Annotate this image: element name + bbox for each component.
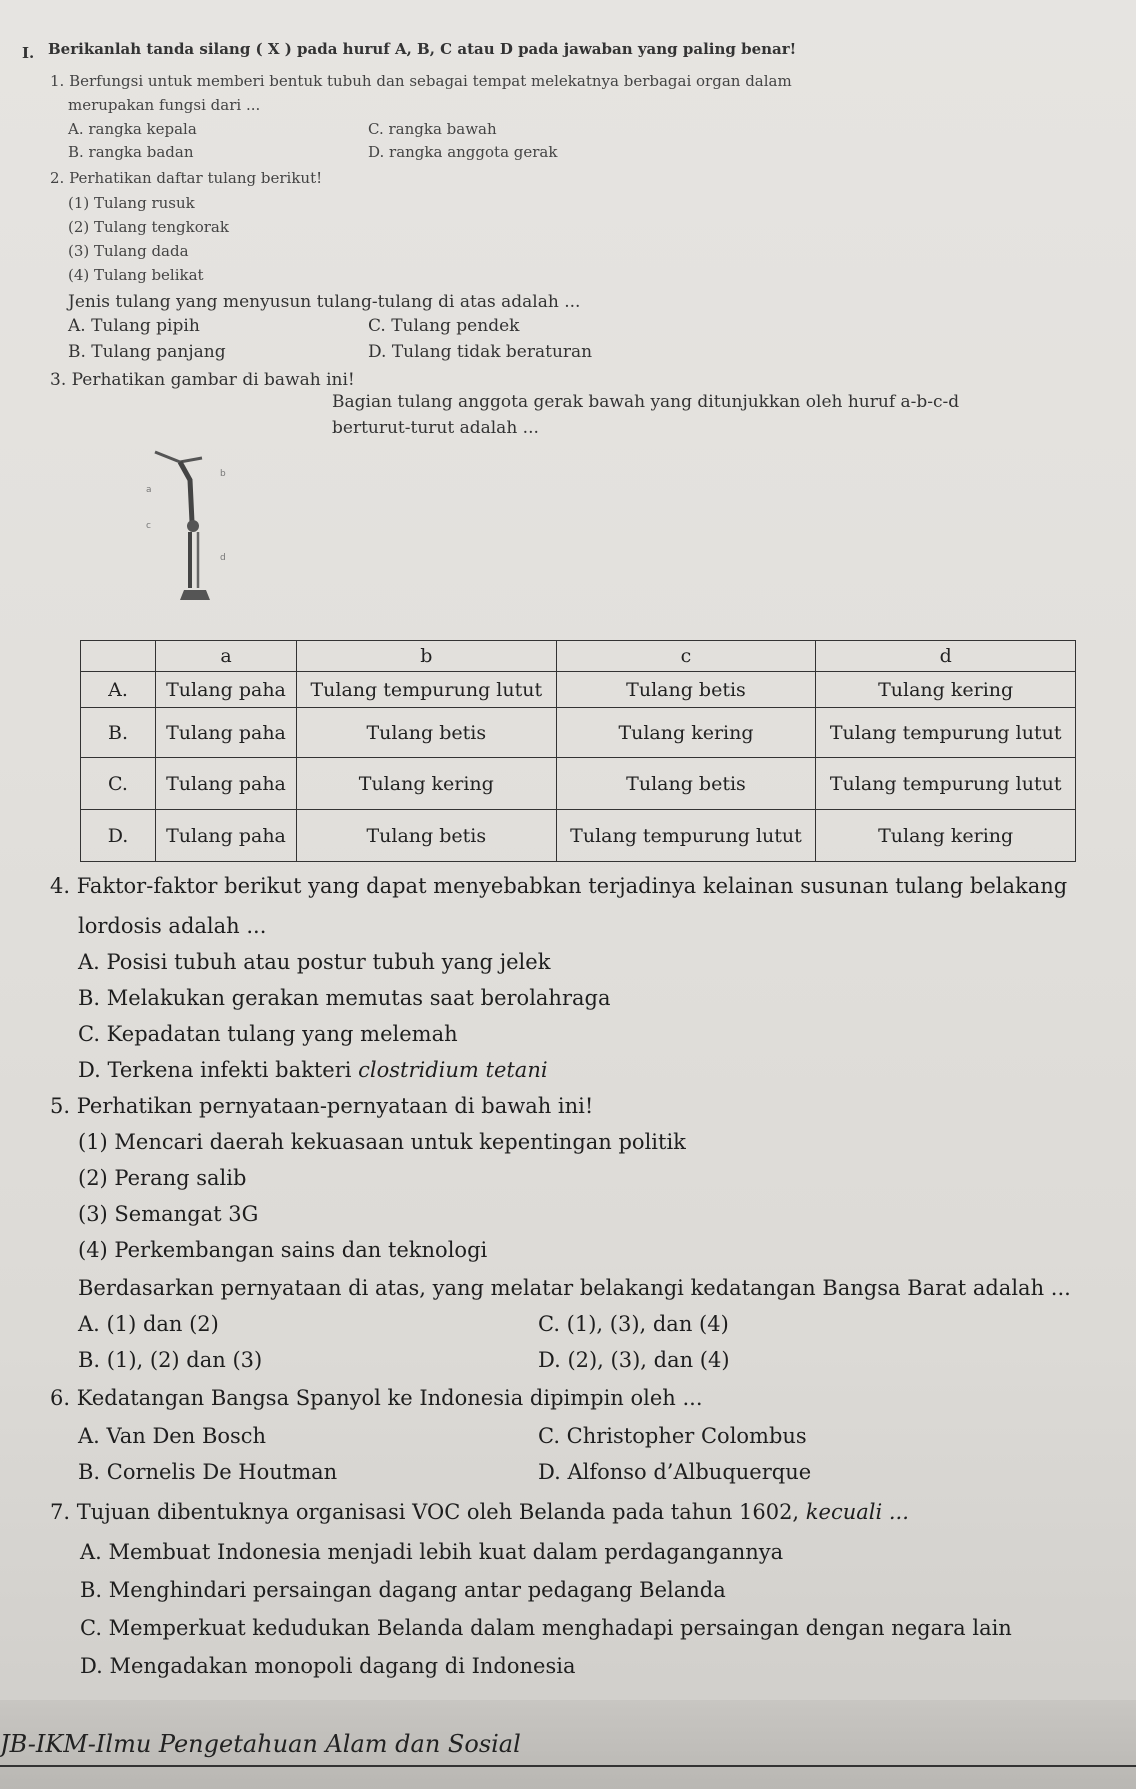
q2-option-d[interactable]: D. Tulang tidak beraturan bbox=[368, 342, 593, 362]
q7-stem-text: 7. Tujuan dibentuknya organisasi VOC oleh Belanda pada tahun 1602, bbox=[50, 1500, 806, 1524]
q7-option-b[interactable]: B. Menghindari persaingan dagang antar pedagang Belanda bbox=[80, 1578, 726, 1602]
q5-option-d[interactable]: D. (2), (3), dan (4) bbox=[538, 1348, 730, 1372]
q5-question: Berdasarkan pernyataan di atas, yang melatar belakangi kedatangan Bangsa Barat adalah ... bbox=[78, 1276, 1071, 1300]
q5-option-c[interactable]: C. (1), (3), dan (4) bbox=[538, 1312, 729, 1336]
q5-option-a[interactable]: A. (1) dan (2) bbox=[78, 1312, 219, 1336]
figure-label-a: a bbox=[146, 485, 152, 495]
q1-stem-line2: merupakan fungsi dari ... bbox=[68, 96, 261, 114]
q2-item-4: (4) Tulang belikat bbox=[68, 266, 204, 284]
table-header-cell bbox=[81, 641, 156, 672]
table-cell: Tulang kering bbox=[296, 758, 556, 810]
table-cell: Tulang tempurung lutut bbox=[816, 708, 1076, 758]
table-cell: Tulang tempurung lutut bbox=[816, 758, 1076, 810]
table-cell: Tulang betis bbox=[556, 672, 816, 708]
q1-stem-line1: 1. Berfungsi untuk memberi bentuk tubuh dan sebagai tempat melekatnya berbagai organ dalam bbox=[50, 72, 792, 90]
table-row[interactable] bbox=[81, 672, 1076, 708]
table-cell: Tulang betis bbox=[296, 810, 556, 862]
leg-bone-figure bbox=[140, 440, 260, 610]
table-row[interactable] bbox=[81, 810, 1076, 862]
q3-answer-table bbox=[80, 640, 1076, 862]
table-cell: Tulang paha bbox=[156, 758, 297, 810]
q2-stem: 2. Perhatikan daftar tulang berikut! bbox=[50, 169, 323, 187]
table-header-cell: b bbox=[296, 641, 556, 672]
q6-option-b[interactable]: B. Cornelis De Houtman bbox=[78, 1460, 338, 1484]
q3-text-line2: berturut-turut adalah ... bbox=[332, 418, 539, 438]
table-cell: Tulang tempurung lutut bbox=[556, 810, 816, 862]
table-cell-option[interactable]: B. bbox=[81, 708, 156, 758]
table-cell: Tulang kering bbox=[816, 672, 1076, 708]
q2-item-2: (2) Tulang tengkorak bbox=[68, 218, 229, 236]
q6-option-c[interactable]: C. Christopher Colombus bbox=[538, 1424, 807, 1448]
q1-option-b[interactable]: B. rangka badan bbox=[68, 143, 194, 161]
figure-label-b: b bbox=[220, 469, 226, 479]
table-header-cell: a bbox=[156, 641, 297, 672]
table-cell-option[interactable]: D. bbox=[81, 810, 156, 862]
table-cell: Tulang betis bbox=[296, 708, 556, 758]
q5-stem: 5. Perhatikan pernyataan-pernyataan di bawah ini! bbox=[50, 1094, 594, 1118]
figure-label-c: c bbox=[146, 521, 151, 531]
table-cell-option[interactable]: C. bbox=[81, 758, 156, 810]
q2-item-1: (1) Tulang rusuk bbox=[68, 194, 195, 212]
q4-option-d-italic: clostridium tetani bbox=[358, 1058, 548, 1082]
footer-rule bbox=[0, 1765, 1136, 1767]
q5-item-1: (1) Mencari daerah kekuasaan untuk kepentingan politik bbox=[78, 1130, 686, 1154]
q4-option-a[interactable]: A. Posisi tubuh atau postur tubuh yang jelek bbox=[78, 950, 551, 974]
table-row[interactable] bbox=[81, 708, 1076, 758]
q1-option-c[interactable]: C. rangka bawah bbox=[368, 120, 497, 138]
figure-label-d: d bbox=[220, 553, 226, 563]
q7-option-d[interactable]: D. Mengadakan monopoli dagang di Indonesia bbox=[80, 1654, 576, 1678]
table-cell: Tulang betis bbox=[556, 758, 816, 810]
q7-option-a[interactable]: A. Membuat Indonesia menjadi lebih kuat dalam perdagangannya bbox=[80, 1540, 784, 1564]
q1-option-d[interactable]: D. rangka anggota gerak bbox=[368, 143, 558, 161]
table-cell: Tulang paha bbox=[156, 810, 297, 862]
table-header-cell: c bbox=[556, 641, 816, 672]
table-cell: Tulang kering bbox=[556, 708, 816, 758]
q2-option-c[interactable]: C. Tulang pendek bbox=[368, 316, 520, 336]
q6-option-a[interactable]: A. Van Den Bosch bbox=[78, 1424, 267, 1448]
footer-title: JB-IKM-Ilmu Pengetahuan Alam dan Sosial bbox=[0, 1730, 521, 1758]
q4-option-c[interactable]: C. Kepadatan tulang yang melemah bbox=[78, 1022, 458, 1046]
table-cell: Tulang paha bbox=[156, 708, 297, 758]
q2-option-b[interactable]: B. Tulang panjang bbox=[68, 342, 226, 362]
q2-question: Jenis tulang yang menyusun tulang-tulang di atas adalah ... bbox=[68, 292, 581, 312]
q4-stem-line2: lordosis adalah ... bbox=[78, 914, 267, 938]
q4-option-d-text: D. Terkena infekti bakteri bbox=[78, 1058, 359, 1082]
q7-stem-italic: kecuali ... bbox=[805, 1500, 909, 1524]
q6-stem: 6. Kedatangan Bangsa Spanyol ke Indonesia dipimpin oleh ... bbox=[50, 1386, 703, 1410]
section-number: I. bbox=[22, 44, 35, 62]
q5-item-2: (2) Perang salib bbox=[78, 1166, 247, 1190]
q2-option-a[interactable]: A. Tulang pipih bbox=[68, 316, 200, 336]
q3-stem: 3. Perhatikan gambar di bawah ini! bbox=[50, 370, 355, 390]
table-cell: Tulang tempurung lutut bbox=[296, 672, 556, 708]
q6-option-d[interactable]: D. Alfonso d’Albuquerque bbox=[538, 1460, 812, 1484]
section-instruction: Berikanlah tanda silang ( X ) pada huruf A, B, C atau D pada jawaban yang paling benar! bbox=[48, 40, 797, 58]
table-cell-option[interactable]: A. bbox=[81, 672, 156, 708]
q4-option-b[interactable]: B. Melakukan gerakan memutas saat berolahraga bbox=[78, 986, 611, 1010]
q1-option-a[interactable]: A. rangka kepala bbox=[68, 120, 197, 138]
table-header-cell: d bbox=[816, 641, 1076, 672]
table-cell: Tulang kering bbox=[816, 810, 1076, 862]
q5-item-4: (4) Perkembangan sains dan teknologi bbox=[78, 1238, 488, 1262]
table-row[interactable] bbox=[81, 758, 1076, 810]
q5-option-b[interactable]: B. (1), (2) dan (3) bbox=[78, 1348, 263, 1372]
table-header-row bbox=[81, 641, 1076, 672]
q5-item-3: (3) Semangat 3G bbox=[78, 1202, 259, 1226]
q4-option-d[interactable] bbox=[78, 1058, 548, 1082]
q2-item-3: (3) Tulang dada bbox=[68, 242, 189, 260]
q4-stem-line1: 4. Faktor-faktor berikut yang dapat menyebabkan terjadinya kelainan susunan tulang belakang bbox=[50, 874, 1068, 898]
q7-stem bbox=[50, 1500, 909, 1524]
q7-option-c[interactable]: C. Memperkuat kedudukan Belanda dalam menghadapi persaingan dengan negara lain bbox=[80, 1616, 1012, 1640]
q3-text-line1: Bagian tulang anggota gerak bawah yang ditunjukkan oleh huruf a-b-c-d bbox=[332, 392, 960, 412]
table-cell: Tulang paha bbox=[156, 672, 297, 708]
